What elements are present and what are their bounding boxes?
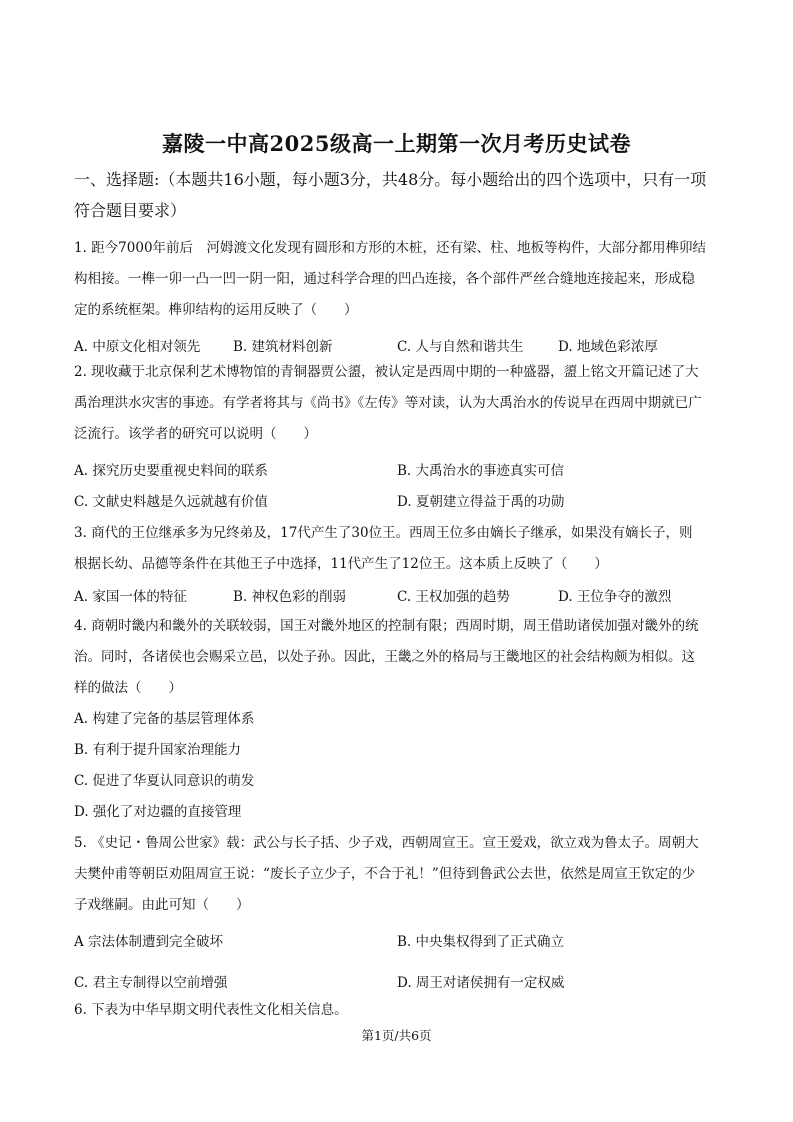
question-5-options-row2 xyxy=(74,971,726,993)
option-d: D. 王位争夺的激烈 xyxy=(558,589,672,605)
option-c: C. 文献史料越是久远就越有价值 xyxy=(74,494,268,510)
question-2 xyxy=(74,357,726,450)
question-line: 构相接。一榫一卯一凸一凹一阴一阳，通过科学合理的凹凸连接，各个部件严丝合缝地连接起来，形成稳 xyxy=(74,271,695,287)
question-line: 定的系统框架。榫卯结构的运用反映了（ ） xyxy=(74,302,358,318)
question-2-options xyxy=(74,459,726,481)
option-d: D. 夏朝建立得益于禹的功勋 xyxy=(397,494,565,510)
question-5-options xyxy=(74,930,726,952)
question-2-options-row2 xyxy=(74,490,726,512)
option-d: D. 地域色彩浓厚 xyxy=(558,339,658,355)
option-a: A. 家国一体的特征 xyxy=(74,589,187,605)
exam-title: 嘉陵一中高2025级高一上期第一次月考历史试卷 xyxy=(162,131,631,156)
question-3-options xyxy=(74,585,726,607)
option-b: B. 神权色彩的削弱 xyxy=(233,589,347,605)
option-b: B. 中央集权得到了正式确立 xyxy=(397,934,565,950)
question-line: 夫樊仲甫等朝臣劝阻周宣王说：“废长子立少子，不合于礼！”但待到鲁武公去世，依然是周宣王钦定的少 xyxy=(74,866,696,882)
section-line: 符合题目要求） xyxy=(74,201,187,220)
question-line: 5. 《史记・鲁周公世家》载：武公与长子括、少子戏，西朝周宣王。宣王爱戏，欲立戏为鲁太子。周朝大 xyxy=(74,835,699,851)
option-c: C. 人与自然和谐共生 xyxy=(397,339,524,355)
question-line: 治。同时，各诸侯也会赐采立邑，以处子孙。因此，王畿之外的格局与王畿地区的社会结构颇为相似。这 xyxy=(74,649,695,665)
option-a: A. 中原文化相对领先 xyxy=(74,339,201,355)
question-4-options xyxy=(74,704,726,828)
option-c: C. 君主专制得以空前增强 xyxy=(74,975,228,991)
question-line: 3. 商代的王位继承多为兄终弟及，17代产生了30位王。西周王位多由嫡长子继承，如果没有嫡长子，则 xyxy=(74,525,693,541)
option-a: A. 构建了完备的基层管理体系 xyxy=(74,711,255,727)
question-6 xyxy=(74,995,726,1026)
option-c: C. 促进了华夏认同意识的萌发 xyxy=(74,773,255,789)
question-line: 禹治理洪水灾害的事迹。有学者将其与《尚书》《左传》等对读，认为大禹治水的传说早在西周中期就已广 xyxy=(74,395,702,411)
question-line: 根据长幼、品德等条件在其他王子中选择，11代产生了12位王。这本质上反映了（ ） xyxy=(74,556,608,572)
section-heading xyxy=(74,164,724,226)
option-c: C. 王权加强的趋势 xyxy=(397,589,510,605)
question-line: 样的做法（ ） xyxy=(74,680,182,696)
option-a: A. 探究历史要重视史料间的联系 xyxy=(74,463,268,479)
question-5 xyxy=(74,828,726,921)
question-3 xyxy=(74,518,726,580)
question-1-options xyxy=(74,335,726,357)
option-d: D. 周王对诸侯拥有一定权威 xyxy=(397,975,565,991)
question-line: 4. 商朝时畿内和畿外的关联较弱，国王对畿外地区的控制有限；西周时期，周王借助诸侯加强对畿外的统 xyxy=(74,618,699,634)
option-b: B. 大禹治水的事迹真实可信 xyxy=(397,463,565,479)
option-d: D. 强化了对边疆的直接管理 xyxy=(74,804,242,820)
page-footer: 第1页/共6页 xyxy=(361,1028,432,1043)
option-b: B. 有利于提升国家治理能力 xyxy=(74,742,242,758)
section-line: 一、选择题:（本题共16小题，每小题3分，共48分。每小题给出的四个选项中，只有一项 xyxy=(74,170,707,189)
option-b: B. 建筑材料创新 xyxy=(233,339,333,355)
question-line: 2. 现收藏于北京保利艺术博物馆的青铜器贾公盨，被认定是西周中期的一种盛器，盨上铭文开篇记述了大 xyxy=(74,364,699,380)
question-4 xyxy=(74,611,726,704)
question-line: 泛流行。该学者的研究可以说明（ ） xyxy=(74,426,317,442)
question-line: 6. 下表为中华早期文明代表性文化相关信息。 xyxy=(74,1002,348,1018)
question-line: 1. 距今7000年前后 河姆渡文化发现有圆形和方形的木桩，还有梁、柱、地板等构件，大部分都用榫卯结 xyxy=(74,240,707,256)
question-1 xyxy=(74,233,726,326)
option-a: A 宗法体制遭到完全破坏 xyxy=(74,934,224,950)
question-line: 子戏继嗣。由此可知（ ） xyxy=(74,897,250,913)
